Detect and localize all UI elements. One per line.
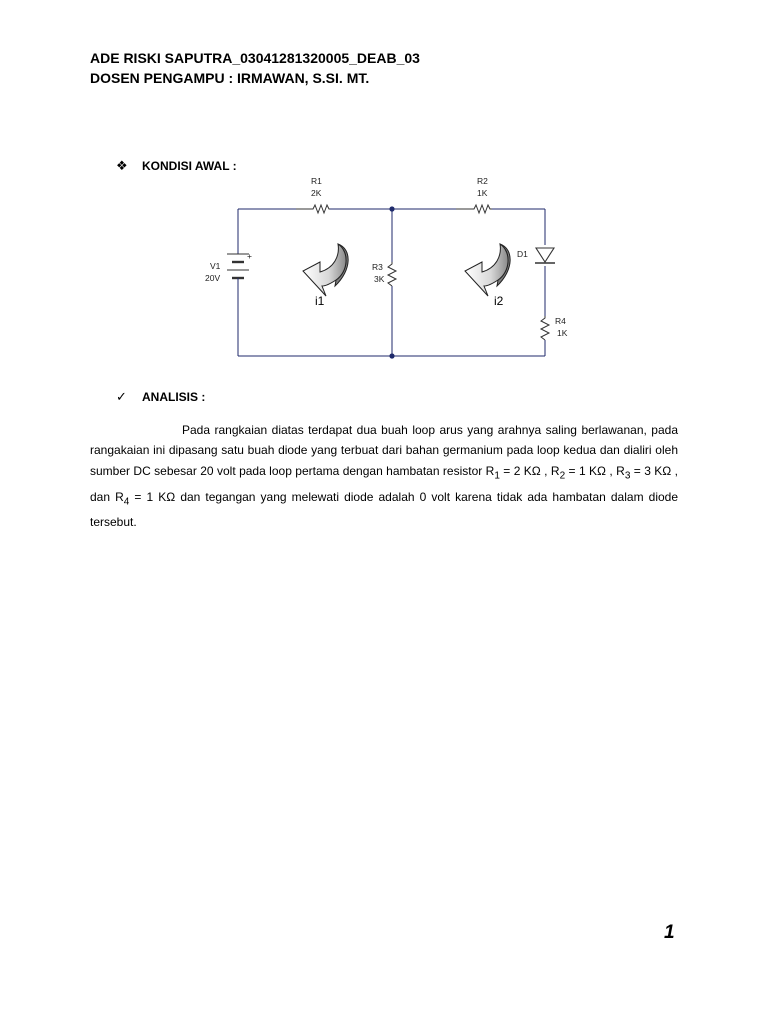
junction-node-bottom bbox=[389, 353, 394, 358]
loop-label-i1: i1 bbox=[315, 294, 325, 308]
diode-d1-icon bbox=[535, 248, 555, 263]
r1-value: 2K bbox=[311, 188, 322, 198]
d1-name: D1 bbox=[517, 249, 528, 259]
analysis-text-part2: = 2 KΩ , R bbox=[499, 463, 560, 478]
analysis-text-part3: = 1 KΩ , R bbox=[565, 463, 625, 478]
r2-value: 1K bbox=[477, 188, 488, 198]
resistor-r4 bbox=[541, 316, 549, 340]
analysis-paragraph bbox=[90, 420, 678, 533]
r4-name: R4 bbox=[555, 316, 566, 326]
battery-v1-icon bbox=[227, 254, 249, 288]
r1-name: R1 bbox=[311, 176, 322, 186]
r2-name: R2 bbox=[477, 176, 488, 186]
subscript-1: 1 bbox=[494, 470, 500, 482]
analysis-text-part1: Pada rangkaian diatas terdapat dua buah loop arus yang arahnya saling berlawanan, pada rangakaian ini dipasang satu buah diode yang terbuat dari bahan germanium pada loop kedua dan dialiri oleh sumber DC sebesar 20 volt pada loop pertama dengan hambatan resistor R bbox=[90, 423, 678, 478]
circuit-diagram bbox=[0, 0, 768, 420]
battery-polarity: + bbox=[247, 251, 252, 261]
section-title: ANALISIS : bbox=[142, 390, 206, 404]
author-line: ADE RISKI SAPUTRA_03041281320005_DEAB_03 bbox=[90, 50, 420, 66]
r3-value: 3K bbox=[374, 274, 385, 284]
v1-value: 20V bbox=[205, 273, 221, 283]
section-analisis bbox=[116, 389, 205, 405]
section-title: KONDISI AWAL : bbox=[142, 159, 237, 173]
loop-label-i2: i2 bbox=[494, 294, 504, 308]
resistor-r2 bbox=[456, 205, 492, 213]
analysis-text-part5: = 1 KΩ dan tegangan yang melewati diode adalah 0 volt karena tidak ada hambatan dalam diode tersebut. bbox=[90, 489, 679, 530]
junction-node-top bbox=[389, 206, 394, 211]
diamond-bullet-icon: ❖ bbox=[116, 158, 128, 173]
loop-current-arrow-1-icon bbox=[303, 244, 348, 296]
v1-name: V1 bbox=[210, 261, 221, 271]
checkmark-bullet-icon: ✓ bbox=[116, 389, 127, 404]
analysis-text-part4: = 3 KΩ , dan R bbox=[90, 463, 679, 504]
r4-value: 1K bbox=[557, 328, 568, 338]
lecturer-line: DOSEN PENGAMPU : IRMAWAN, S.SI. MT. bbox=[90, 70, 370, 86]
resistor-r3 bbox=[388, 262, 396, 286]
page-number: 1 bbox=[664, 922, 675, 943]
loop-current-arrow-2-icon bbox=[465, 244, 510, 296]
resistor-r1 bbox=[296, 205, 330, 213]
subscript-4: 4 bbox=[123, 496, 130, 507]
subscript-2: 2 bbox=[559, 470, 566, 482]
subscript-3: 3 bbox=[624, 470, 631, 482]
r3-name: R3 bbox=[372, 262, 383, 272]
